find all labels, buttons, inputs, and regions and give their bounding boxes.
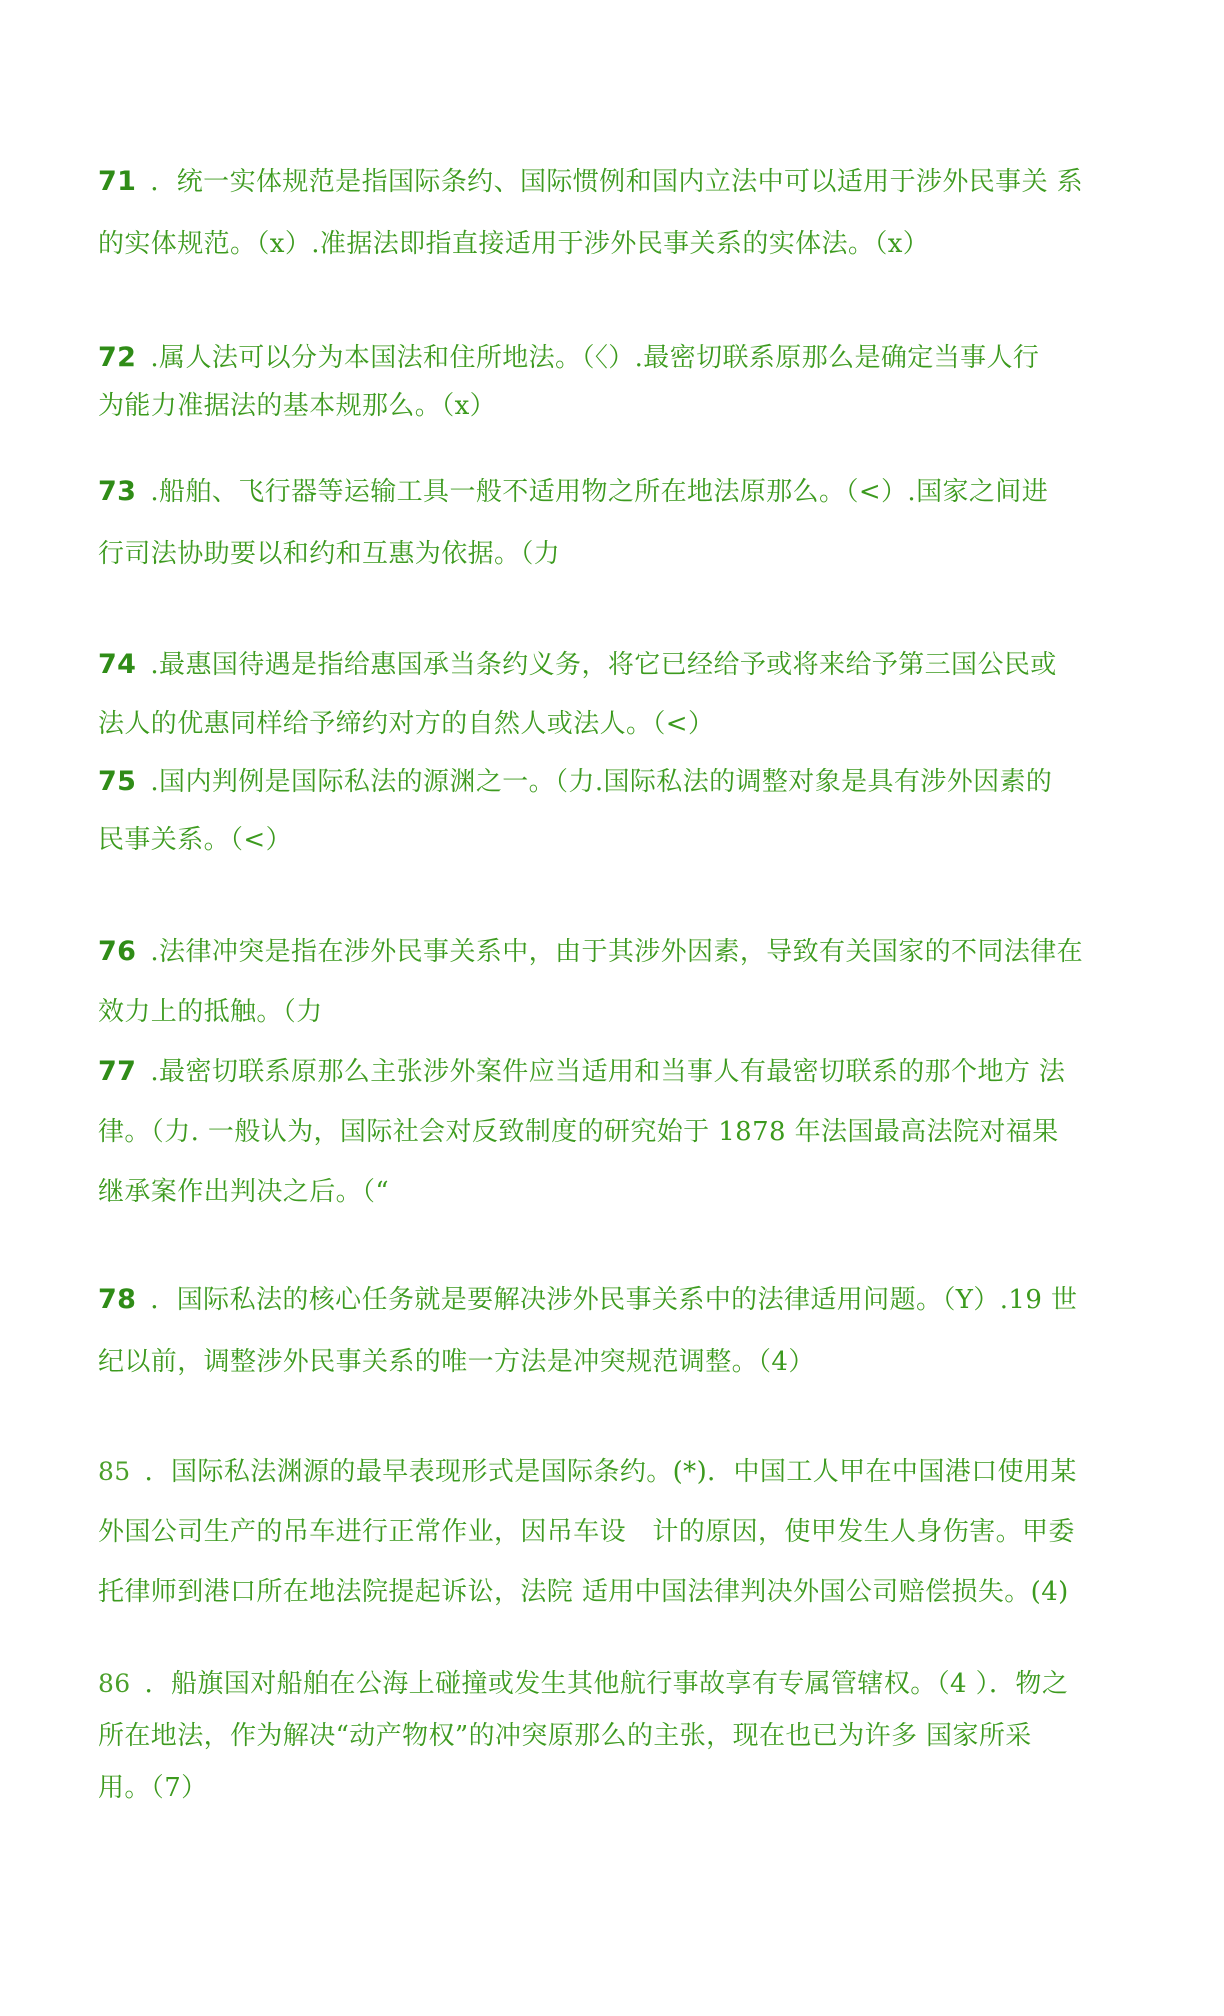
question-72-line-2 [98,388,1138,424]
question-text: 为能力准据法的基本规那么。（x） [98,391,497,421]
question-text: 效力上的抵触。（力 [98,997,323,1027]
question-77-line-1 [98,1054,1138,1090]
question-text: ．船旗国对船舶在公海上碰撞或发生其他航行事故享有专属管辖权。（4 ）．物之 [144,1669,1069,1699]
question-text: 继承案作出判决之后。（“ [98,1177,390,1207]
question-77-line-2 [98,1114,1138,1150]
question-75-line-1 [98,764,1138,800]
question-86-line-1 [98,1666,1138,1702]
question-text: .最密切联系原那么主张涉外案件应当适用和当事人有最密切联系的那个地方 法 [150,1057,1066,1087]
question-text: ．国际私法的核心任务就是要解决涉外民事关系中的法律适用问题。（Y）.19 世 [150,1285,1078,1315]
question-73-line-2 [98,536,1138,572]
question-85-line-2 [98,1514,1138,1550]
question-text: 外国公司生产的吊车进行正常作业，因吊车设 计的原因，使甲发生人身伤害。甲委 [98,1517,1075,1547]
question-74-line-2 [98,706,1138,742]
question-number: 85 [98,1457,131,1486]
question-75-line-2 [98,822,1138,858]
question-86-line-3 [98,1770,1138,1806]
question-73-line-1 [98,474,1138,510]
question-number: 77 [98,1056,137,1087]
question-74-line-1 [98,647,1138,683]
question-85-line-3 [98,1574,1138,1610]
question-86-line-2 [98,1718,1138,1754]
question-number: 78 [98,1284,137,1315]
question-76-line-1 [98,934,1138,970]
question-number: 86 [98,1669,131,1698]
question-text: ．统一实体规范是指国际条约、国际惯例和国内立法中可以适用于涉外民事关 系 [150,167,1084,197]
question-text: .属人法可以分为本国法和住所地法。（〈）.最密切联系原那么是确定当事人行 [150,343,1040,373]
question-text: 法人的优惠同样给予缔约对方的自然人或法人。（<） [98,709,715,739]
question-76-line-2 [98,994,1138,1030]
question-text: 行司法协助要以和约和互惠为依据。（力 [98,539,561,569]
question-72-line-1 [98,340,1138,376]
question-85-line-1 [98,1454,1138,1490]
question-number: 75 [98,766,137,797]
question-71-line-2 [98,226,1138,262]
question-text: 律。（力. 一般认为，国际社会对反致制度的研究始于 1878 年法国最高法院对福果 [98,1117,1059,1147]
question-text: 的实体规范。（x）.准据法即指直接适用于涉外民事关系的实体法。（x） [98,229,930,259]
question-71-line-1 [98,164,1138,200]
question-text: 用。（7） [98,1773,208,1803]
question-78-line-1 [98,1282,1138,1318]
question-number: 72 [98,342,137,373]
question-text: 托律师到港口所在地法院提起诉讼，法院 适用中国法律判决外国公司赔偿损失。(4) [98,1577,1069,1607]
question-text: .法律冲突是指在涉外民事关系中，由于其涉外因素，导致有关国家的不同法律在 [150,937,1084,967]
question-number: 73 [98,476,137,507]
question-text: ．国际私法渊源的最早表现形式是国际条约。(*)．中国工人甲在中国港口使用某 [144,1457,1077,1487]
question-number: 74 [98,649,137,680]
question-text: 所在地法，作为解决“动产物权”的冲突原那么的主张，现在也已为许多 国家所采 [98,1721,1032,1751]
question-text: .国内判例是国际私法的源渊之一。（力.国际私法的调整对象是具有涉外因素的 [150,767,1053,797]
question-77-line-3 [98,1174,1138,1210]
question-78-line-2 [98,1344,1138,1380]
question-number: 71 [98,166,137,197]
question-text: 民事关系。（<） [98,825,292,855]
question-text: .船舶、飞行器等运输工具一般不适用物之所在地法原那么。（<）.国家之间进 [150,477,1049,507]
question-text: 纪以前，调整涉外民事关系的唯一方法是冲突规范调整。（4） [98,1347,815,1377]
question-number: 76 [98,936,137,967]
question-text: .最惠国待遇是指给惠国承当条约义务，将它已经给予或将来给予第三国公民或 [150,650,1057,680]
